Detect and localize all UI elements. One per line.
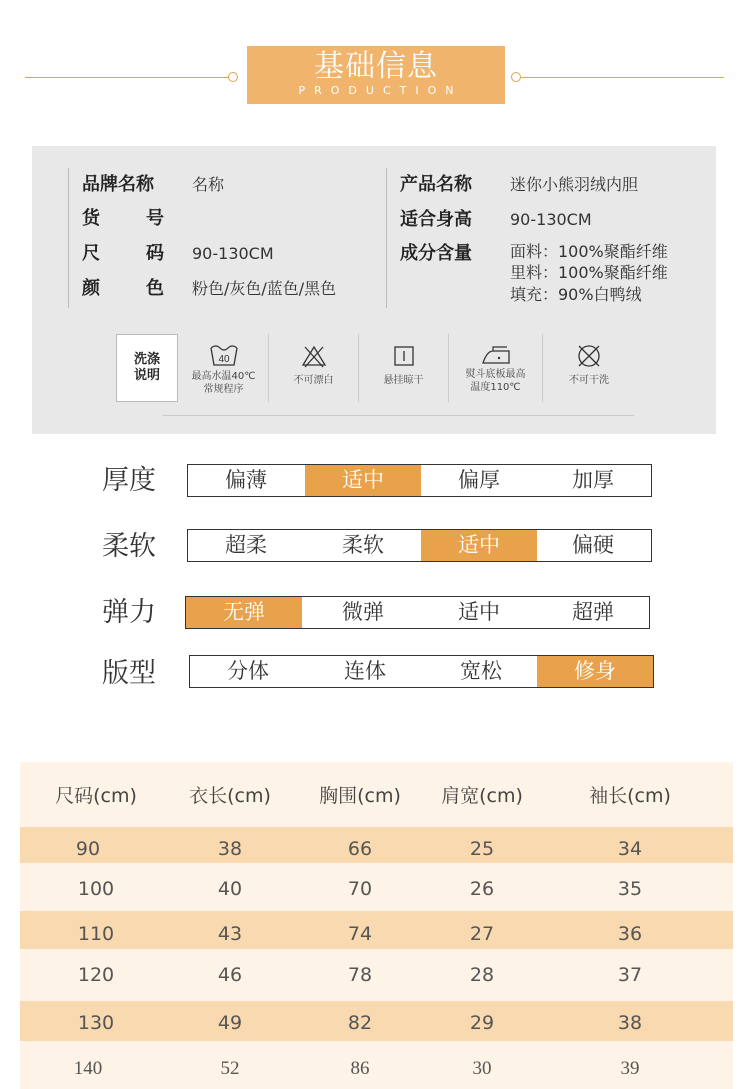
wash-care-strip	[116, 334, 636, 402]
table-cell: 26	[469, 878, 495, 900]
table-cell: 110	[77, 923, 115, 945]
size-label-2: 码	[146, 243, 164, 264]
rating-option[interactable]: 连体	[344, 659, 386, 683]
care-item-dryclean	[543, 334, 635, 402]
care-item-text: 不可漂白	[293, 375, 334, 386]
table-header-cell: 袖长(cm)	[589, 785, 671, 807]
table-cell: 37	[617, 964, 643, 986]
table-cell: 27	[469, 923, 495, 945]
rating-bar	[187, 464, 652, 497]
care-item-text: 悬挂晾干	[383, 375, 424, 386]
table-cell: 66	[347, 838, 373, 860]
section-subtitle: PRODUCTION	[298, 84, 463, 97]
item-no-label-1: 货	[82, 208, 100, 229]
rating-option[interactable]: 分体	[227, 659, 269, 683]
table-header-cell: 胸围(cm)	[319, 785, 401, 807]
item-no-label-2: 号	[146, 208, 164, 229]
no-dry-clean-icon	[574, 343, 604, 369]
care-item-text: 不可干洗	[569, 375, 609, 386]
rating-option[interactable]: 偏硬	[572, 533, 614, 557]
composition-line: 面料：100%聚酯纤维	[510, 242, 668, 261]
product-value: 迷你小熊羽绒内胆	[510, 175, 639, 194]
rating-label: 版型	[102, 658, 156, 689]
table-cell: 74	[347, 923, 373, 945]
care-item-text: 常规程序	[203, 384, 244, 395]
table-row	[20, 863, 733, 911]
rating-option-selected[interactable]: 修身	[537, 656, 653, 687]
table-cell: 25	[469, 838, 495, 860]
table-cell: 34	[617, 838, 643, 860]
rating-bar	[185, 596, 650, 629]
divider-middle	[386, 168, 387, 308]
table-cell: 130	[77, 1012, 115, 1034]
rating-option[interactable]: 超弹	[572, 600, 614, 624]
table-cell: 82	[347, 1012, 373, 1034]
table-cell: 39	[620, 1058, 640, 1079]
table-cell: 140	[73, 1058, 103, 1079]
header-dot-right	[511, 72, 521, 82]
table-row	[20, 1001, 733, 1041]
table-row	[20, 911, 733, 949]
header-dot-left	[228, 72, 238, 82]
table-cell: 40	[217, 878, 243, 900]
care-item-text: 温度110℃	[470, 382, 521, 393]
rating-option[interactable]: 宽松	[460, 659, 502, 683]
table-row	[20, 1041, 733, 1089]
iron-110-icon	[479, 343, 513, 367]
section-header	[247, 46, 505, 104]
table-cell: 46	[217, 964, 243, 986]
rating-bar	[189, 655, 654, 688]
wash-40-icon	[208, 343, 240, 369]
table-cell: 36	[617, 923, 643, 945]
size-table	[20, 762, 733, 1089]
rating-label: 柔软	[102, 531, 156, 562]
rating-option[interactable]: 偏薄	[225, 468, 267, 492]
svg-text:40: 40	[217, 354, 230, 365]
rating-option[interactable]: 加厚	[572, 468, 614, 492]
header-line-left	[25, 77, 230, 78]
care-item-text: 最高水温40℃	[191, 371, 256, 382]
table-cell: 90	[75, 838, 101, 860]
hang-dry-icon	[389, 343, 419, 369]
table-cell: 52	[220, 1058, 240, 1079]
rating-option-selected[interactable]: 适中	[305, 465, 421, 496]
table-cell: 78	[347, 964, 373, 986]
wash-care-header-line: 说明	[133, 368, 160, 383]
color-label-1: 颜	[82, 278, 100, 299]
rating-option[interactable]: 偏厚	[458, 468, 500, 492]
table-cell: 43	[217, 923, 243, 945]
composition-line: 填充：90%白鸭绒	[510, 285, 642, 304]
rating-bar	[187, 529, 652, 562]
section-title: 基础信息	[314, 49, 438, 84]
rating-label: 弹力	[102, 597, 156, 628]
table-row	[20, 827, 733, 863]
composition-line: 里料：100%聚酯纤维	[510, 263, 668, 282]
height-value: 90-130CM	[510, 210, 592, 229]
table-header-cell: 尺码(cm)	[55, 785, 137, 807]
wash-care-header-line: 洗涤	[133, 352, 160, 367]
table-cell: 29	[469, 1012, 495, 1034]
table-header-cell: 肩宽(cm)	[441, 785, 523, 807]
height-label: 适合身高	[400, 209, 472, 230]
table-header-cell: 衣长(cm)	[189, 785, 271, 807]
table-cell: 35	[617, 878, 643, 900]
table-header-row	[20, 762, 733, 827]
table-cell: 38	[617, 1012, 643, 1034]
care-item-hang	[359, 334, 449, 402]
table-cell: 30	[472, 1058, 492, 1079]
brand-value: 名称	[192, 175, 225, 194]
table-row	[20, 949, 733, 1001]
rating-option[interactable]: 微弹	[342, 600, 384, 624]
size-value: 90-130CM	[192, 244, 274, 263]
care-item-text: 熨斗底板最高	[465, 369, 526, 380]
table-cell: 100	[77, 878, 115, 900]
rating-option[interactable]: 柔软	[342, 533, 384, 557]
color-value: 粉色/灰色/蓝色/黑色	[192, 279, 337, 298]
table-cell: 86	[350, 1058, 370, 1079]
rating-option[interactable]: 超柔	[225, 533, 267, 557]
rating-option[interactable]: 适中	[458, 600, 500, 624]
table-cell: 28	[469, 964, 495, 986]
table-cell: 120	[77, 964, 115, 986]
rating-option-selected[interactable]: 适中	[421, 530, 537, 561]
size-label-1: 尺	[82, 243, 100, 264]
table-cell: 70	[347, 878, 373, 900]
color-label-2: 色	[146, 278, 164, 299]
composition-label: 成分含量	[400, 243, 472, 264]
wash-care-header	[116, 334, 178, 402]
care-item-bleach	[269, 334, 359, 402]
no-bleach-icon	[299, 343, 329, 369]
header-line-right	[521, 77, 724, 78]
rating-label: 厚度	[102, 465, 156, 496]
table-cell: 49	[217, 1012, 243, 1034]
wash-care-underline	[162, 415, 634, 416]
care-item-iron	[449, 334, 543, 402]
brand-label: 品牌名称	[82, 174, 154, 195]
product-label: 产品名称	[400, 174, 472, 195]
table-cell: 38	[217, 838, 243, 860]
divider-left	[68, 168, 69, 308]
care-item-wash	[179, 334, 269, 402]
rating-option-selected[interactable]: 无弹	[186, 597, 302, 628]
